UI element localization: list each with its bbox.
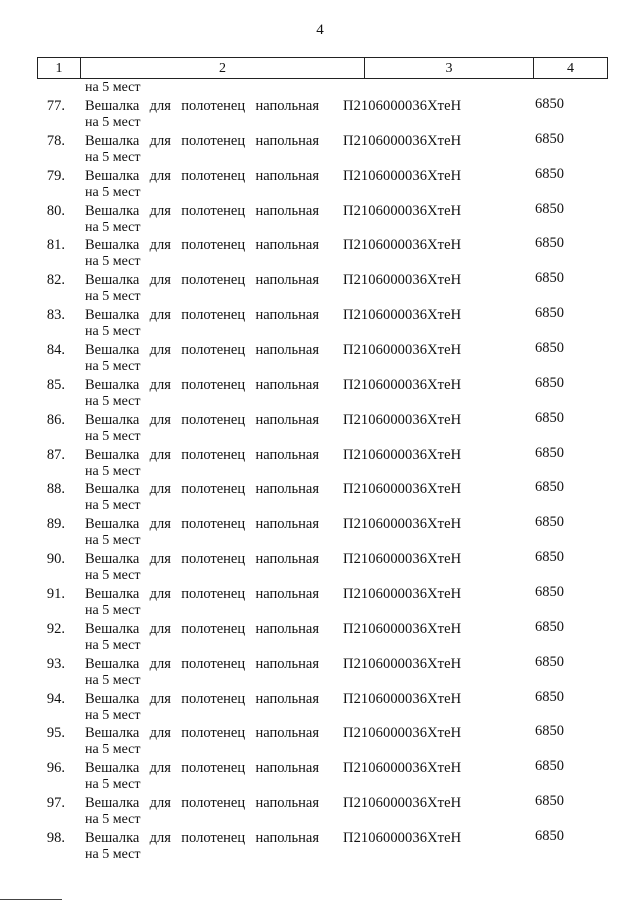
table-row	[0, 722, 640, 757]
item-description-continued: на 5 мест	[85, 289, 141, 305]
table-row	[0, 304, 640, 339]
item-description-continued: на 5 мест	[85, 463, 141, 479]
item-price: 6850	[535, 793, 564, 810]
item-description-continued: на 5 мест	[85, 149, 141, 165]
item-code: П2106000036ХтеН	[343, 307, 462, 324]
table-body	[0, 95, 640, 862]
item-description-continued: на 5 мест	[85, 184, 141, 200]
item-description-continued: на 5 мест	[85, 428, 141, 444]
row-number: 93.	[46, 655, 65, 672]
table-row	[0, 513, 640, 548]
item-description: Вешалка для полотенец напольная	[85, 411, 319, 428]
item-description: Вешалка для полотенец напольная	[85, 237, 319, 254]
item-description: Вешалка для полотенец напольная	[85, 760, 319, 777]
item-code: П2106000036ХтеН	[343, 795, 462, 812]
item-description-continued: на 5 мест	[85, 254, 141, 270]
item-description-continued: на 5 мест	[85, 742, 141, 758]
continued-description: на 5 мест	[85, 80, 141, 95]
row-number: 83.	[46, 307, 65, 324]
item-price: 6850	[535, 130, 564, 147]
item-price: 6850	[535, 514, 564, 531]
item-description: Вешалка для полотенец напольная	[85, 551, 319, 568]
item-price: 6850	[535, 584, 564, 601]
row-number: 77.	[46, 98, 65, 114]
item-code: П2106000036ХтеН	[343, 98, 462, 114]
item-description-continued: на 5 мест	[85, 637, 141, 653]
item-code: П2106000036ХтеН	[343, 376, 462, 393]
item-description-continued: на 5 мест	[85, 568, 141, 584]
table-row	[0, 653, 640, 688]
item-price: 6850	[535, 374, 564, 391]
item-price: 6850	[535, 618, 564, 635]
table-row	[0, 548, 640, 583]
row-number: 88.	[46, 481, 65, 498]
row-number: 92.	[46, 620, 65, 637]
row-number: 89.	[46, 516, 65, 533]
item-code: П2106000036ХтеН	[343, 760, 462, 777]
item-description: Вешалка для полотенец напольная	[85, 795, 319, 812]
table-row	[0, 478, 640, 513]
item-price: 6850	[535, 340, 564, 357]
item-price: 6850	[535, 305, 564, 322]
item-description: Вешалка для полотенец напольная	[85, 481, 319, 498]
item-description: Вешалка для полотенец напольная	[85, 830, 319, 847]
item-description: Вешалка для полотенец напольная	[85, 132, 319, 149]
item-description: Вешалка для полотенец напольная	[85, 725, 319, 742]
header-col-4: 4	[533, 58, 608, 78]
item-description: Вешалка для полотенец напольная	[85, 307, 319, 324]
row-number: 90.	[46, 551, 65, 568]
item-code: П2106000036ХтеН	[343, 830, 462, 847]
item-description-continued: на 5 мест	[85, 812, 141, 828]
item-price: 6850	[535, 723, 564, 740]
item-description: Вешалка для полотенец напольная	[85, 690, 319, 707]
item-description-continued: на 5 мест	[85, 359, 141, 375]
item-description-continued: на 5 мест	[85, 324, 141, 340]
table-row	[0, 269, 640, 304]
item-description: Вешалка для полотенец напольная	[85, 202, 319, 219]
table-row	[0, 409, 640, 444]
item-code: П2106000036ХтеН	[343, 690, 462, 707]
table-row	[0, 200, 640, 235]
item-code: П2106000036ХтеН	[343, 272, 462, 289]
item-description: Вешалка для полотенец напольная	[85, 98, 319, 114]
item-code: П2106000036ХтеН	[343, 481, 462, 498]
header-col-2: 2	[80, 58, 364, 78]
table-row	[0, 165, 640, 200]
item-description-continued: на 5 мест	[85, 498, 141, 514]
row-number: 80.	[46, 202, 65, 219]
row-number: 82.	[46, 272, 65, 289]
table-row	[0, 757, 640, 792]
item-price: 6850	[535, 758, 564, 775]
table-row	[0, 374, 640, 409]
item-code: П2106000036ХтеН	[343, 237, 462, 254]
item-description: Вешалка для полотенец напольная	[85, 446, 319, 463]
item-price: 6850	[535, 444, 564, 461]
row-number: 79.	[46, 167, 65, 184]
row-number: 81.	[46, 237, 65, 254]
row-number: 96.	[46, 760, 65, 777]
row-number: 98.	[46, 830, 65, 847]
row-number: 95.	[46, 725, 65, 742]
item-price: 6850	[535, 235, 564, 252]
item-description: Вешалка для полотенец напольная	[85, 272, 319, 289]
item-description: Вешалка для полотенец напольная	[85, 655, 319, 672]
table-row	[0, 234, 640, 269]
row-number: 85.	[46, 376, 65, 393]
row-number: 94.	[46, 690, 65, 707]
item-code: П2106000036ХтеН	[343, 411, 462, 428]
item-code: П2106000036ХтеН	[343, 586, 462, 603]
item-code: П2106000036ХтеН	[343, 516, 462, 533]
item-code: П2106000036ХтеН	[343, 620, 462, 637]
table-row	[0, 688, 640, 723]
item-description-continued: на 5 мест	[85, 219, 141, 235]
item-price: 6850	[535, 549, 564, 566]
item-price: 6850	[535, 828, 564, 845]
item-description: Вешалка для полотенец напольная	[85, 620, 319, 637]
item-description: Вешалка для полотенец напольная	[85, 516, 319, 533]
item-price: 6850	[535, 270, 564, 287]
item-price: 6850	[535, 479, 564, 496]
item-description-continued: на 5 мест	[85, 672, 141, 688]
row-number: 84.	[46, 342, 65, 359]
item-code: П2106000036ХтеН	[343, 446, 462, 463]
table-row	[0, 339, 640, 374]
item-description: Вешалка для полотенец напольная	[85, 586, 319, 603]
item-price: 6850	[535, 688, 564, 705]
item-description-continued: на 5 мест	[85, 847, 141, 863]
item-price: 6850	[535, 200, 564, 217]
item-description: Вешалка для полотенец напольная	[85, 342, 319, 359]
item-code: П2106000036ХтеН	[343, 551, 462, 568]
item-description-continued: на 5 мест	[85, 533, 141, 549]
item-description-continued: на 5 мест	[85, 115, 141, 130]
table-row	[0, 827, 640, 862]
row-number: 78.	[46, 132, 65, 149]
item-code: П2106000036ХтеН	[343, 725, 462, 742]
row-number: 87.	[46, 446, 65, 463]
item-price: 6850	[535, 653, 564, 670]
item-price: 6850	[535, 165, 564, 182]
footer-divider	[0, 899, 62, 900]
row-number: 97.	[46, 795, 65, 812]
row-number: 91.	[46, 586, 65, 603]
item-description: Вешалка для полотенец напольная	[85, 167, 319, 184]
header-col-1: 1	[37, 58, 80, 78]
item-description: Вешалка для полотенец напольная	[85, 376, 319, 393]
table-row	[0, 792, 640, 827]
item-code: П2106000036ХтеН	[343, 202, 462, 219]
item-code: П2106000036ХтеН	[343, 167, 462, 184]
item-description-continued: на 5 мест	[85, 707, 141, 723]
item-price: 6850	[535, 409, 564, 426]
item-price: 6850	[535, 96, 564, 112]
item-code: П2106000036ХтеН	[343, 342, 462, 359]
table-row	[0, 95, 640, 130]
item-description-continued: на 5 мест	[85, 603, 141, 619]
table-row	[0, 618, 640, 653]
item-description-continued: на 5 мест	[85, 777, 141, 793]
table-header	[37, 57, 608, 79]
item-description-continued: на 5 мест	[85, 393, 141, 409]
table-row	[0, 583, 640, 618]
table-row	[0, 444, 640, 479]
item-code: П2106000036ХтеН	[343, 655, 462, 672]
item-code: П2106000036ХтеН	[343, 132, 462, 149]
row-number: 86.	[46, 411, 65, 428]
table-row	[0, 130, 640, 165]
header-col-3: 3	[364, 58, 533, 78]
page-number: 4	[316, 22, 324, 38]
